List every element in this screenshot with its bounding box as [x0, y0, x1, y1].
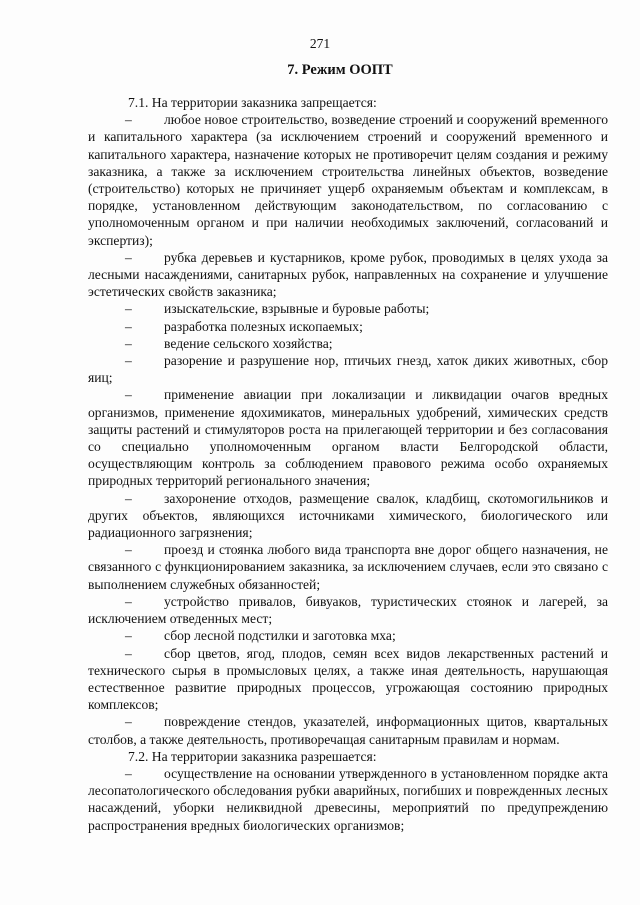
list-item-text: изыскательские, взрывные и буровые работы; [164, 301, 430, 317]
list-item [88, 335, 608, 352]
list-item [88, 111, 608, 249]
dash-marker: – [125, 593, 132, 609]
list-item [88, 627, 608, 644]
list-item-text: захоронение отходов, размещение свалок, кладбищ, скотомогильников и других объектов, являющихся источниками химического, биологического или радиационного загрязнения; [88, 490, 608, 541]
section-heading: 7. Режим ООПТ [287, 62, 393, 78]
list-item-text: разорение и разрушение нор, птичьих гнезд, хаток диких животных, сбор яиц; [88, 353, 608, 386]
section-title-7-1: 7.1. На территории заказника запрещается: [128, 95, 377, 110]
list-item [88, 249, 608, 301]
list-item [88, 645, 608, 714]
list-item [88, 593, 608, 627]
dash-marker: – [125, 387, 132, 403]
list-item-text: осуществление на основании утвержденного в установленном порядке акта лесопатологического обследования рубки аварийных, погибших и поврежденных лесных насаждений, уборки неликвидной древесины, мероприятий по предупреждению распространения вредных биологических организмов; [88, 765, 608, 833]
dash-marker: – [125, 301, 132, 317]
list-item-text: сбор лесной подстилки и заготовка мха; [164, 628, 396, 644]
dash-marker: – [125, 353, 132, 369]
dash-marker: – [125, 765, 132, 781]
list-item-text: применение авиации при локализации и ликвидации очагов вредных организмов, применение ядохимикатов, минеральных удобрений, химических средств защиты растений и стимуляторов роста на прилегающей территории и без согласования со специально уполномоченным органом власти Белгородской области, осуществляющим контроль за соблюдением правового режима особо охраняемых природных территорий регионального значения; [88, 387, 608, 489]
list-item [88, 352, 608, 386]
dash-marker: – [125, 645, 132, 661]
list-item [88, 765, 608, 834]
list-item [88, 541, 608, 593]
dash-marker: – [125, 628, 132, 644]
dash-marker: – [125, 112, 132, 128]
section-title-7-2: 7.2. На территории заказника разрешается: [128, 748, 377, 764]
list-item [88, 318, 608, 335]
list-item [88, 490, 608, 542]
document-body [88, 94, 608, 834]
list-item-text: повреждение стендов, указателей, информационных щитов, квартальных столбов, а также деятельность, противоречащая санитарным правилам и нормам. [88, 714, 608, 747]
list-item-text: проезд и стоянка любого вида транспорта вне дорог общего назначения, не связанного с функционированием заказника, за исключением случаев, если это связано с выполнением служебных обязанностей; [88, 542, 608, 592]
list-item-text: ведение сельского хозяйства; [164, 335, 333, 351]
list-item [88, 300, 608, 317]
list-item-text: разработка полезных ископаемых; [164, 318, 363, 334]
dash-marker: – [125, 249, 132, 265]
dash-marker: – [125, 335, 132, 351]
dash-marker: – [125, 490, 132, 506]
dash-marker: – [125, 318, 132, 334]
list-item [88, 386, 608, 489]
list-item-text: устройство привалов, бивуаков, туристических стоянок и лагерей, за исключением отведенных мест; [88, 593, 608, 627]
list-item [88, 713, 608, 747]
dash-marker: – [125, 542, 132, 558]
page-number: 271 [309, 36, 331, 51]
dash-marker: – [125, 714, 132, 730]
list-item-text: любое новое строительство, возведение строений и сооружений временного и капитального характера (за исключением строений и сооружений временного и капитального характера, назначение которых не противоречит целям создания и режиму заказника, а также за исключением строительства линейных объектов, возведение (строительство) которых не причиняет ущерб охраняемым объектам и комплексам, в порядке, установленном действующим законодательством, по согласованию с уполномоченным органом и при наличии необходимых заключений, согласований и экспертиз); [88, 112, 608, 248]
list-item-text: сбор цветов, ягод, плодов, семян всех видов лекарственных растений и технического сырья в промысловых целях, а также иная деятельность, нарушающая естественное развитие природных процессов, угрожающая состоянию природных комплексов; [88, 645, 608, 713]
list-item-text: рубка деревьев и кустарников, кроме рубок, проводимых в целях ухода за лесными насаждениями, санитарных рубок, направленных на сохранение и улучшение эстетических свойств заказника; [88, 249, 608, 300]
